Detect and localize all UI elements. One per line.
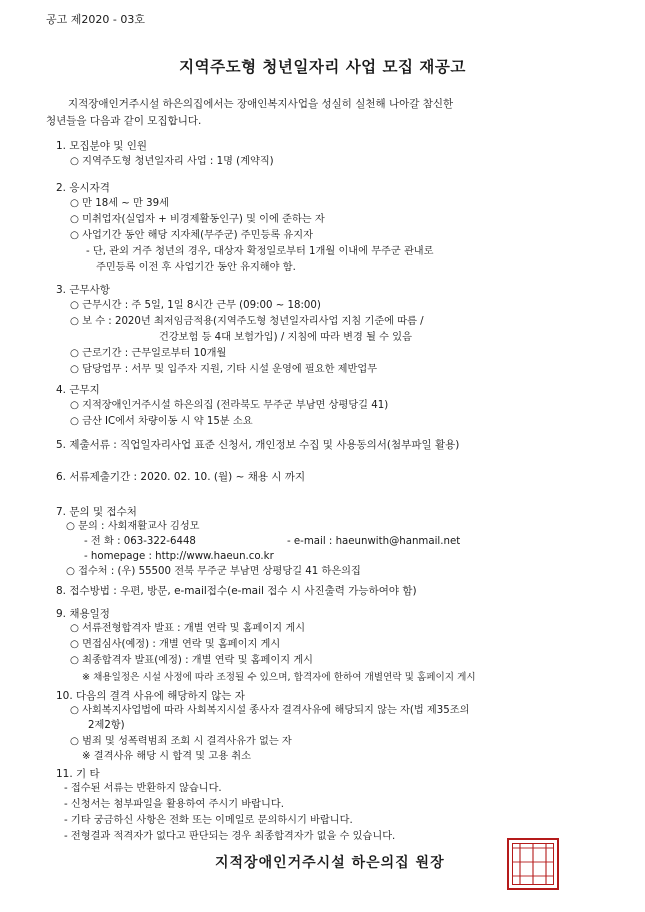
intro-line: 청년들을 다음과 같이 모집합니다. xyxy=(46,115,202,127)
section-item: - 전형결과 적격자가 없다고 판단되는 경우 최종합격자가 없을 수 있습니다. xyxy=(64,831,396,842)
section-item: - 접수된 서류는 반환하지 않습니다. xyxy=(64,783,222,794)
section-heading-10: 10. 다음의 결격 사유에 해당하지 않는 자 xyxy=(56,690,245,702)
section-item: - 기타 궁금하신 사항은 전화 또는 이메일로 문의하시기 바랍니다. xyxy=(64,815,353,826)
section-item: ○ 지적장애인거주시설 하은의집 (전라북도 무주군 부남면 상평당길 41) xyxy=(70,400,389,411)
page-title: 지역주도형 청년일자리 사업 모집 재공고 xyxy=(179,58,466,76)
section-heading-3: 3. 근무사항 xyxy=(56,284,110,296)
section-subitem: 2제2항) xyxy=(88,720,125,731)
section-item: ○ 사업기간 동안 해당 지자체(무주군) 주민등록 유지자 xyxy=(70,230,313,241)
notice-number: 공고 제2020 - 03호 xyxy=(46,13,145,26)
section-item: ○ 최종합격자 발표(예정) : 개별 연락 및 홈페이지 게시 xyxy=(70,655,313,666)
section-item: ○ 근무시간 : 주 5일, 1일 8시간 근무 (09:00 ~ 18:00) xyxy=(70,300,321,311)
section-subitem: - 단, 관외 거주 청년의 경우, 대상자 확정일로부터 1개월 이내에 무주군 관내로 xyxy=(86,246,434,257)
contact-phone: - 전 화 : 063-322-6448 xyxy=(84,536,196,547)
section-note: ※ 결격사유 해당 시 합격 및 고용 취소 xyxy=(82,751,251,762)
section-heading-1: 1. 모집분야 및 인원 xyxy=(56,140,148,152)
section-heading-11: 11. 기 타 xyxy=(56,768,100,780)
contact-email: - e-mail : haeunwith@hanmail.net xyxy=(287,536,461,547)
section-item: ○ 범죄 및 성폭력범죄 조회 시 결격사유가 없는 자 xyxy=(70,736,292,747)
section-item: ○ 담당업무 : 서무 및 입주자 지원, 기타 시설 운영에 필요한 제반업무 xyxy=(70,364,378,375)
section-item: ○ 면접심사(예정) : 개별 연락 및 홈페이지 게시 xyxy=(70,639,281,650)
section-item: ○ 문의 : 사회재활교사 김성모 xyxy=(66,521,200,532)
section-item: ○ 근로기간 : 근무일로부터 10개월 xyxy=(70,348,227,359)
section-item: ○ 사회복지사업법에 따라 사회복지시설 종사자 결격사유에 해당되지 않는 자(법 제35조의 xyxy=(70,705,470,716)
contact-homepage: - homepage : http://www.haeun.co.kr xyxy=(84,551,274,562)
section-item: ○ 서류전형합격자 발표 : 개별 연락 및 홈페이지 게시 xyxy=(70,623,306,634)
section-note: ※ 채용일정은 시설 사정에 따라 조정될 수 있으며, 합격자에 한하여 개별연락 및 홈페이지 게시 xyxy=(82,672,476,683)
signer-name: 지적장애인거주시설 하은의집 원장 xyxy=(215,855,445,871)
official-seal xyxy=(507,838,559,890)
section-heading-4: 4. 근무지 xyxy=(56,384,100,396)
seal-pattern xyxy=(512,843,554,885)
section-heading-9: 9. 채용일정 xyxy=(56,608,110,620)
section-heading-6: 6. 서류제출기간 : 2020. 02. 10. (월) ~ 채용 시 까지 xyxy=(56,471,306,483)
section-item: ○ 보 수 : 2020년 최저임금적용(지역주도형 청년일자리사업 지침 기준에 따름 / xyxy=(70,316,424,327)
section-heading-8: 8. 접수방법 : 우편, 방문, e-mail접수(e-mail 접수 시 사진출력 가능하여야 함) xyxy=(56,585,417,597)
section-heading-7: 7. 문의 및 접수처 xyxy=(56,506,137,518)
section-subitem: 주민등록 이전 후 사업기간 동안 유지해야 함. xyxy=(96,262,296,273)
section-item: ○ 지역주도형 청년일자리 사업 : 1명 (계약직) xyxy=(70,156,274,167)
section-item: ○ 미취업자(실업자 + 비경제활동인구) 및 이에 준하는 자 xyxy=(70,214,325,225)
section-heading-5: 5. 제출서류 : 직업일자리사업 표준 신청서, 개인정보 수집 및 사용동의서(첨부파일 활용) xyxy=(56,439,460,451)
section-item: ○ 금산 IC에서 차량이동 시 약 15분 소요 xyxy=(70,416,253,427)
section-item: - 신청서는 첨부파일을 활용하여 주시기 바랍니다. xyxy=(64,799,284,810)
section-item: ○ 만 18세 ~ 만 39세 xyxy=(70,198,169,209)
section-item: ○ 접수처 : (우) 55500 전북 무주군 부남면 상평당길 41 하은의집 xyxy=(66,566,361,577)
intro-line: 지적장애인거주시설 하은의집에서는 장애인복지사업을 성실히 실천해 나아갈 참신한 xyxy=(68,98,454,110)
section-subitem: 건강보험 등 4대 보험가입) / 지침에 따라 변경 될 수 있음 xyxy=(159,332,412,343)
section-heading-2: 2. 응시자격 xyxy=(56,182,110,194)
